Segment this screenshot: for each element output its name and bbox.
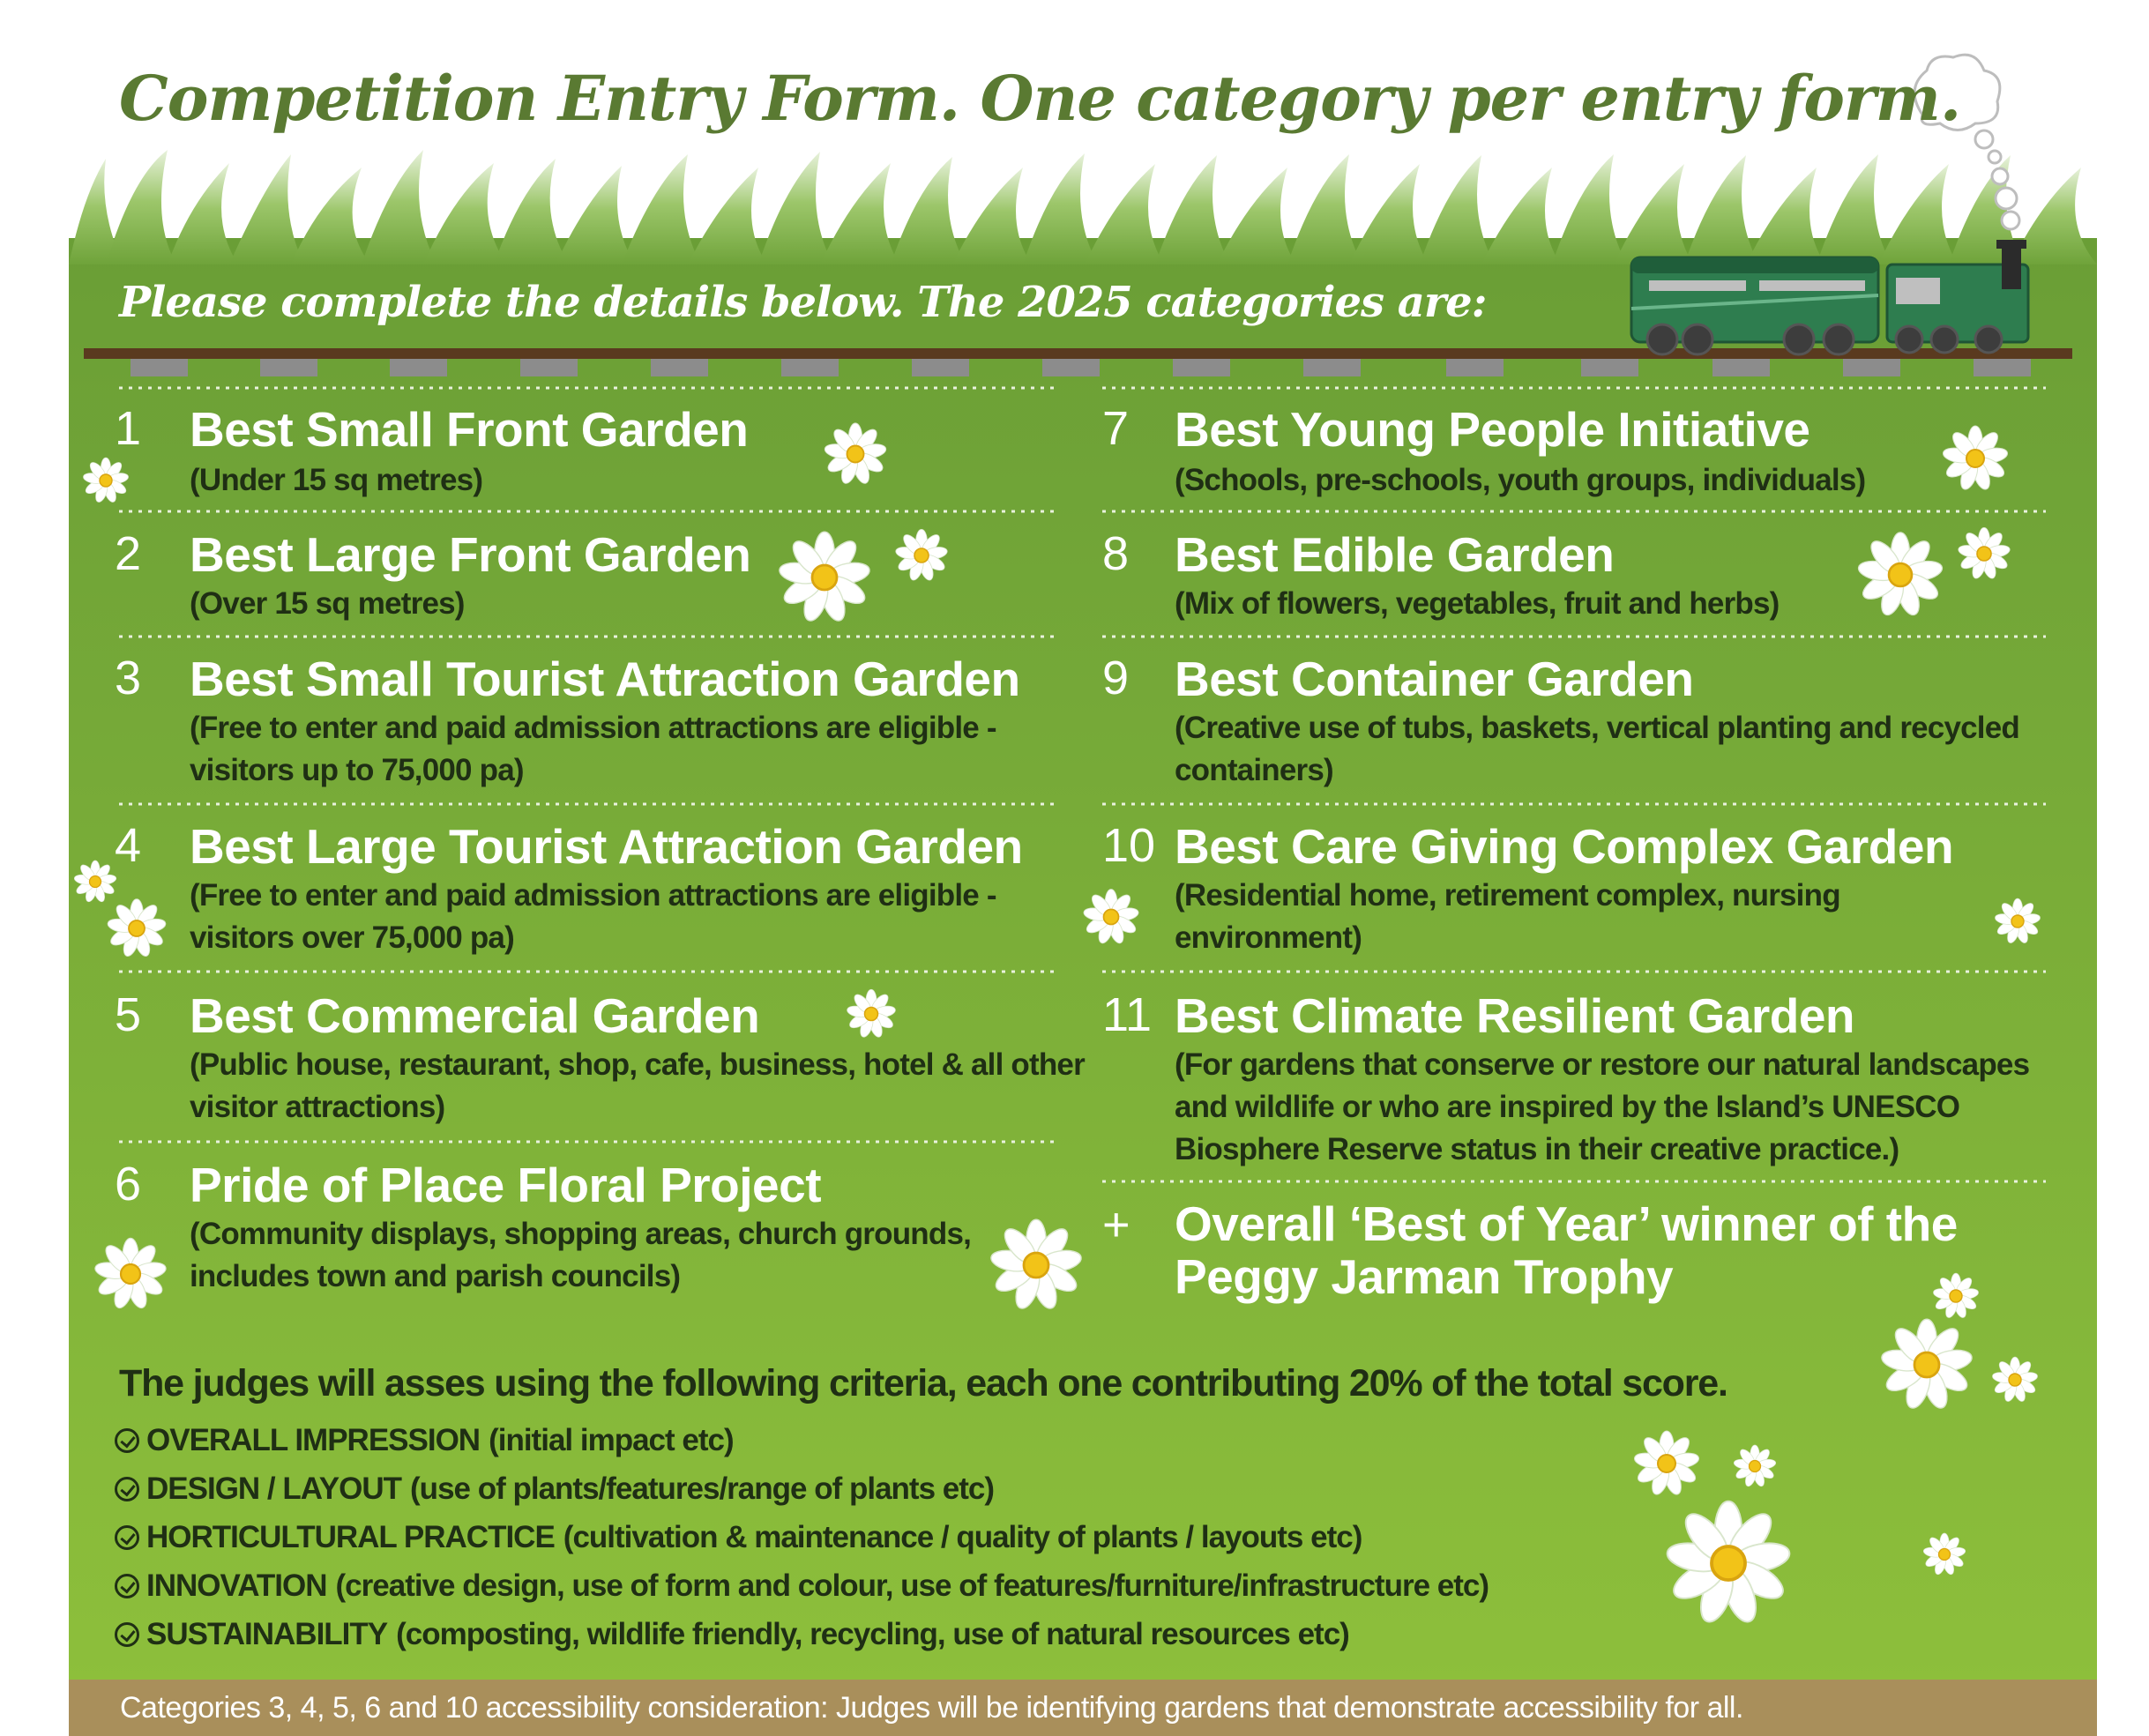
- criteria-list: [115, 1416, 1489, 1658]
- category-name: Best Container Garden: [1175, 652, 1694, 706]
- category-number: 11: [1102, 988, 1153, 1041]
- criteria-heading: The judges will asses using the following criteria, each one contributing 20% of the total score.: [119, 1362, 1727, 1404]
- check-circle-icon: [115, 1428, 139, 1453]
- category-description: (Residential home, retirement complex, nursing environment): [1175, 878, 1840, 955]
- category-name: Best Large Front Garden: [190, 527, 751, 582]
- category-number: 8: [1102, 527, 1130, 580]
- check-circle-icon: [115, 1622, 139, 1647]
- category-number: 1: [115, 402, 142, 455]
- criteria-label: DESIGN / LAYOUT: [146, 1471, 402, 1506]
- check-circle-icon: [115, 1477, 139, 1501]
- criteria-item: [115, 1464, 1489, 1513]
- criteria-detail: (initial impact etc): [489, 1422, 734, 1457]
- category-number: +: [1102, 1198, 1130, 1251]
- check-circle-icon: [115, 1525, 139, 1550]
- categories-subtitle: Please complete the details below. The 2025 categories are:: [119, 278, 1487, 327]
- criteria-item: [115, 1610, 1489, 1658]
- criteria-label: INNOVATION: [146, 1568, 327, 1603]
- category-name: Best Edible Garden: [1175, 527, 1615, 582]
- criteria-label: HORTICULTURAL PRACTICE: [146, 1519, 555, 1554]
- category-name: Best Small Front Garden: [190, 402, 749, 457]
- criteria-detail: (cultivation & maintenance / quality of plants / layouts etc): [563, 1519, 1362, 1554]
- category-number: 7: [1102, 402, 1130, 455]
- criteria-item: [115, 1416, 1489, 1464]
- criteria-label: SUSTAINABILITY: [146, 1616, 388, 1651]
- check-circle-icon: [115, 1574, 139, 1598]
- category-number: 3: [115, 652, 142, 704]
- category-description: (Mix of flowers, vegetables, fruit and herbs): [1175, 586, 1780, 621]
- criteria-detail: (creative design, use of form and colour, use of features/furniture/infrastructure etc): [335, 1568, 1489, 1603]
- category-number: 6: [115, 1158, 142, 1211]
- category-description: (Free to enter and paid admission attractions are eligible - visitors over 75,000 pa): [190, 878, 996, 955]
- category-description: (For gardens that conserve or restore our natural landscapes and wildlife or who are inspired by the Island’s UNESCO Biosphere Reserve status in their creative practice.): [1175, 1047, 2030, 1166]
- criteria-label: OVERALL IMPRESSION: [146, 1422, 481, 1457]
- criteria-item: [115, 1513, 1489, 1561]
- category-description: (Creative use of tubs, baskets, vertical planting and recycled containers): [1175, 711, 2019, 787]
- criteria-detail: (use of plants/features/range of plants etc): [410, 1471, 994, 1506]
- category-name: Overall ‘Best of Year’ winner of the Peggy Jarman Trophy: [1175, 1196, 1958, 1304]
- category-name: Best Climate Resilient Garden: [1175, 988, 1855, 1043]
- category-description: (Public house, restaurant, shop, cafe, business, hotel & all other visitor attractions): [190, 1047, 1085, 1124]
- accessibility-footer: Categories 3, 4, 5, 6 and 10 accessibility consideration: Judges will be identifying gardens that demonstrate accessibility for all.: [69, 1680, 2097, 1736]
- category-name: Best Young People Initiative: [1175, 402, 1810, 457]
- category-name: Pride of Place Floral Project: [190, 1158, 822, 1212]
- category-description: (Schools, pre-schools, youth groups, individuals): [1175, 463, 1866, 497]
- category-number: 2: [115, 527, 142, 580]
- category-description: (Free to enter and paid admission attractions are eligible - visitors up to 75,000 pa): [190, 711, 996, 787]
- category-description: (Under 15 sq metres): [190, 463, 483, 497]
- criteria-detail: (composting, wildlife friendly, recycling, use of natural resources etc): [396, 1616, 1349, 1651]
- category-description: (Over 15 sq metres): [190, 586, 465, 621]
- category-name: Best Commercial Garden: [190, 988, 760, 1043]
- page-title: Competition Entry Form. One category per entry form.: [119, 62, 1961, 135]
- category-number: 4: [115, 819, 142, 872]
- category-number: 5: [115, 988, 142, 1041]
- category-name: Best Small Tourist Attraction Garden: [190, 652, 1020, 706]
- category-number: 10: [1102, 819, 1156, 872]
- category-name: Best Care Giving Complex Garden: [1175, 819, 1954, 874]
- category-description: (Community displays, shopping areas, church grounds, includes town and parish councils): [190, 1217, 972, 1293]
- category-number: 9: [1102, 652, 1130, 704]
- criteria-item: [115, 1561, 1489, 1610]
- category-name: Best Large Tourist Attraction Garden: [190, 819, 1023, 874]
